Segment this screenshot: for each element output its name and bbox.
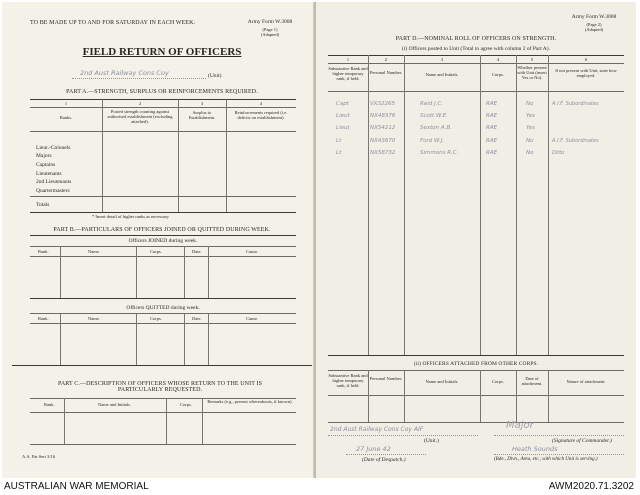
entry-employed: A.I.F. Subordinates	[552, 101, 599, 107]
col-number: 3	[440, 57, 444, 62]
unit-label: (Unit)	[208, 73, 222, 79]
col-header-employed: If not present with Unit, state how employed.	[555, 68, 617, 78]
attached-col: Nature of attachment.	[566, 379, 606, 384]
part-a-heading: PART A.—STRENGTH, SURPLUS OR REINFORCEMENTS REQUIRED.	[66, 89, 258, 95]
entry-present: Yes	[526, 113, 536, 119]
col-header: Rank.	[44, 402, 55, 407]
col-header: Cause.	[246, 249, 259, 254]
col-header: Date.	[192, 249, 202, 254]
col-number: 5	[530, 57, 534, 62]
date-entry: 27 June 42	[356, 445, 391, 453]
entry-corps: RAE	[486, 138, 498, 144]
location-entry: Heath Sounds	[512, 445, 558, 453]
attached-col: Date of attachment.	[521, 376, 543, 386]
col-header-surplus: Surplus to Establishment.	[188, 110, 216, 120]
rank-label: Lieutenants	[36, 171, 62, 177]
entry-number: NX48376	[370, 113, 396, 119]
entry-present: Yes	[526, 125, 536, 131]
adapted-note: (Adapted)	[584, 27, 604, 32]
page-note: (Page 2)	[586, 22, 602, 27]
location-label: (Bde., Divn., Area, etc., with which Unit is serving.)	[494, 457, 598, 462]
col-header: Corps.	[180, 402, 192, 407]
totals-label: Totals	[36, 202, 50, 208]
col-number: 4	[259, 101, 263, 106]
col-header-reinforcements: Reinforcements required (i.e. deficits on establishment).	[234, 110, 288, 120]
entry-present: No	[526, 101, 534, 107]
entry-name: Scott W.E.	[420, 113, 448, 119]
left-page	[2, 2, 314, 478]
entry-corps: RAE	[486, 150, 498, 156]
signature-label: (Signature of Commander.)	[552, 438, 612, 444]
form-number: Army Form W.3008	[571, 14, 617, 20]
col-header-ranks: Ranks.	[59, 115, 73, 120]
entry-number: VX32265	[370, 101, 396, 107]
entry-rank: Lieut	[336, 125, 350, 131]
part-a-footnote: * Insert detail of higher ranks as necessary.	[92, 214, 170, 219]
col-header: Name and Initials.	[98, 402, 132, 407]
attached-col: Corps.	[492, 379, 504, 384]
joined-heading: Officers JOINED during week.	[128, 238, 198, 244]
entry-rank: Lt	[336, 150, 342, 156]
col-header-posted: Posted strength counting against authorised establishment (excluding attached).	[107, 109, 173, 124]
col-header: Rank.	[38, 249, 49, 254]
part-b-heading: PART B.—PARTICULARS OF OFFICERS JOINED OR QUITTED DURING WEEK.	[53, 227, 271, 233]
col-header: Name.	[88, 249, 100, 254]
entry-rank: Capt	[336, 101, 349, 107]
entry-rank: Lt	[336, 138, 342, 144]
entry-corps: RAE	[486, 113, 498, 119]
adapted-note: (Adapted)	[260, 32, 280, 37]
col-header-corps: Corps.	[492, 72, 504, 77]
footer-source: AUSTRALIAN WAR MEMORIAL	[4, 481, 149, 492]
col-header: Cause.	[246, 316, 259, 321]
entry-corps: RAE	[486, 125, 498, 131]
page-note: (Page 1)	[262, 27, 278, 32]
col-number: 4	[496, 57, 500, 62]
footer-accession-number: AWM2020.71.3202	[548, 481, 634, 492]
col-number: 1	[346, 57, 350, 62]
col-number: 1	[64, 101, 68, 106]
col-header: Rank.	[38, 316, 49, 321]
entry-name: Simmons R.C.	[420, 150, 459, 156]
rank-label: 2nd Lieutenants	[36, 179, 72, 185]
rank-label: Quartermasters	[36, 188, 70, 194]
part-d-heading: PART D.—NOMINAL ROLL OF OFFICERS ON STRENGTH.	[395, 36, 557, 42]
entry-name: Sexton A.B.	[420, 125, 453, 131]
entry-rank: Lieut	[336, 113, 350, 119]
col-number: 2	[384, 57, 388, 62]
quitted-heading: Officers QUITTED during week.	[126, 305, 200, 311]
attached-col: Name and Initials.	[425, 379, 459, 384]
col-number: 6	[584, 57, 588, 62]
attached-heading: (ii) OFFICERS ATTACHED FROM OTHER CORPS.	[413, 361, 539, 367]
entry-present: No	[526, 138, 534, 144]
col-header: Name.	[88, 316, 100, 321]
header-instruction: TO BE MADE UP TO AND FOR SATURDAY IN EACH WEEK.	[30, 20, 196, 26]
col-header-name: Name and Initials.	[425, 72, 459, 77]
col-number: 3	[200, 101, 204, 106]
entry-corps: RAE	[486, 101, 498, 107]
part-c-heading: PART C.—DESCRIPTION OF OFFICERS WHOSE RETURN TO THE UNIT IS PARTICULARLY REQUESTED.	[57, 381, 263, 393]
entry-number: NX54212	[370, 125, 396, 131]
printer-note: A.A. Pat Seri 3/16	[22, 454, 56, 459]
attached-col: Personal Number.	[369, 376, 403, 381]
entry-name: Reid J.C.	[420, 101, 443, 107]
form-number: Army Form W.3008	[247, 19, 293, 25]
date-label: (Date of Despatch.)	[362, 457, 406, 463]
col-number: 2	[138, 101, 142, 106]
entry-name: Ford W.J.	[420, 138, 445, 144]
col-header-rank: Substantive Rank and higher temporary rank, if held.	[328, 66, 368, 81]
col-header-number: Personal Number.	[369, 70, 403, 75]
unit-label: (Unit.)	[424, 438, 439, 444]
posted-subheading: (i) Officers posted to Unit (Total to agree with column 2 of Part A).	[402, 46, 550, 52]
col-header: Corps.	[150, 316, 162, 321]
col-header: Corps.	[150, 249, 162, 254]
unit-entry: 2nd Aust Railway Cons Coy	[80, 69, 169, 77]
col-header: Remarks (e.g., present whereabouts, if known).	[207, 399, 293, 404]
rank-label: Majors	[36, 153, 52, 159]
entry-number: NX43670	[370, 138, 396, 144]
entry-employed: Ditto	[552, 150, 565, 156]
rank-label: Captains	[36, 162, 56, 168]
entry-number: NX58732	[370, 150, 396, 156]
page-title: FIELD RETURN OF OFFICERS	[82, 46, 242, 58]
attached-col: Substantive Rank and higher temporary rank, if held.	[328, 373, 368, 388]
unit-entry: 2nd Aust Railway Cons Coy AIF	[330, 426, 424, 433]
col-header: Date.	[192, 316, 202, 321]
rank-label: Lieut.-Colonels	[36, 145, 71, 151]
entry-employed: A.I.F. Subordinates	[552, 138, 599, 144]
commander-signature: Major	[506, 420, 534, 431]
right-page	[316, 2, 636, 478]
entry-present: No	[526, 150, 534, 156]
col-header-present: Whether present with Unit (insert Yes or No).	[517, 65, 547, 80]
